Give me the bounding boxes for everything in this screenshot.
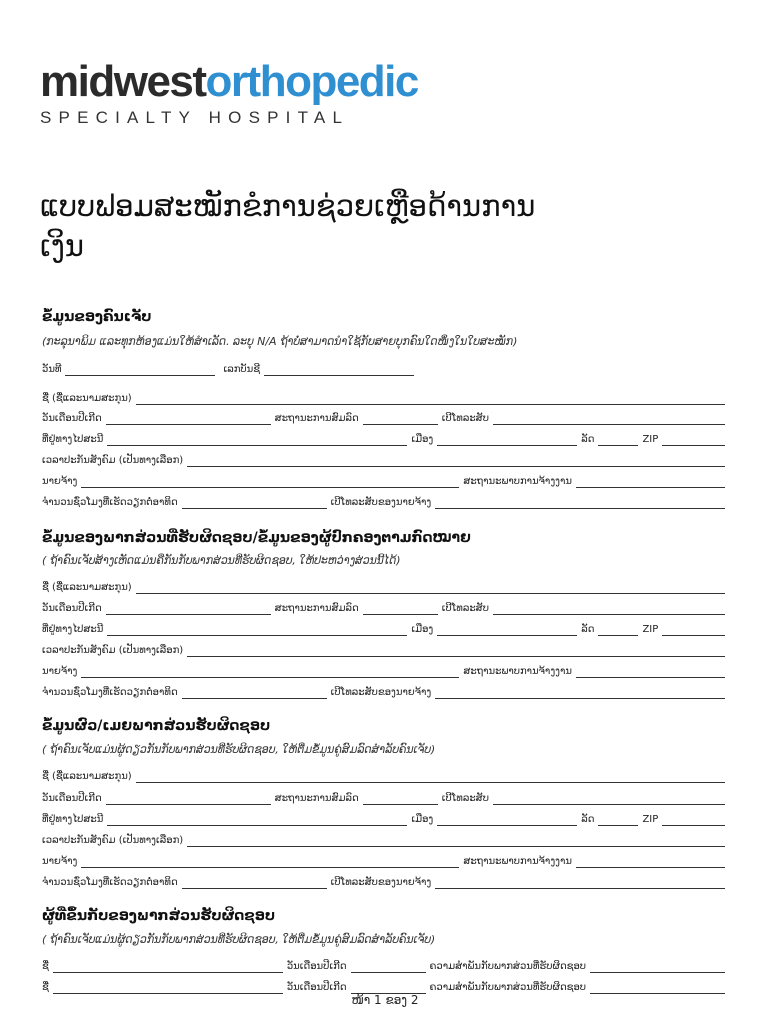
spouse-marital-field[interactable]	[363, 793, 438, 805]
spouse-employer-phone-field[interactable]	[435, 877, 725, 889]
responsible-employer-phone-field[interactable]	[435, 687, 725, 699]
spouse-address-field[interactable]	[107, 814, 407, 826]
patient-section-note: (ກະລຸນາພິມ ແລະທຸກຫ້ອງແມ່ນໃຫ້ສຳເລັດ. ລະບຸ N/A ຖ້າບໍ່ສາມາດນຳໃຊ້ກັບສາຍບຸກຄົນໃດໜຶ່ງໃນໃບສະໝັກ)	[42, 335, 518, 348]
spouse-insurance-row: ເວລາປະກັນສັງຄົມ (ເປັນທາງເລືອກ)	[42, 831, 725, 847]
spouse-insurance-field[interactable]	[187, 835, 725, 847]
spouse-phone-field[interactable]	[493, 793, 725, 805]
patient-address-row: ທີ່ຢູ່ທາງໄປສະນີ ເມືອງ ລັດ ZIP	[42, 430, 725, 446]
dependents-section-heading: ຜູ້ທີ່ຂຶ້ນກັບຂອງພາກສ່ວນຮັບຜິດຊອບ	[42, 908, 276, 924]
patient-date-row: ວັນທີ ເລກບັນຊີ	[42, 360, 725, 376]
dependent-row: ຊື່ ວັນເດືອນປີເກີດ ຄວາມສຳພັນກັບພາກສ່ວນທີ່ຮັບຜິດຊອບ	[42, 957, 725, 973]
spouse-name-row: ຊື່ (ຊື່ແລະນາມສະກຸນ)	[42, 767, 725, 783]
responsible-address-field[interactable]	[107, 624, 407, 636]
spouse-city-field[interactable]	[437, 814, 577, 826]
responsible-insurance-field[interactable]	[187, 645, 725, 657]
patient-employer-field[interactable]	[81, 476, 459, 488]
responsible-dob-field[interactable]	[106, 603, 271, 615]
logo-subtitle: SPECIALTY HOSPITAL	[40, 108, 350, 127]
page-number: ໜ້າ 1 ຂອງ 2	[351, 993, 419, 1007]
responsible-phone-field[interactable]	[493, 603, 725, 615]
spouse-hours-field[interactable]	[182, 877, 327, 889]
spouse-zip-field[interactable]	[662, 814, 725, 826]
patient-insurance-row: ເວລາປະກັນສັງຄົມ (ເປັນທາງເລືອກ)	[42, 451, 725, 467]
responsible-insurance-row: ເວລາປະກັນສັງຄົມ (ເປັນທາງເລືອກ)	[42, 641, 725, 657]
dependent-1-dob-field[interactable]	[351, 961, 426, 973]
account-number-field[interactable]	[264, 364, 414, 376]
responsible-employer-field[interactable]	[81, 666, 459, 678]
patient-hours-row: ຈຳນວນຊົ່ວໂມງທີ່ເຮັດວຽກຕໍ່ອາທິດ ເບີໂທລະສັບຂອງນາຍຈ້າງ	[42, 493, 725, 509]
responsible-name-row: ຊື່ (ຊື່ແລະນາມສະກຸນ)	[42, 578, 725, 594]
spouse-employment-status-field[interactable]	[576, 856, 725, 868]
responsible-dob-row: ວັນເດືອນປີເກີດ ສະຖານະການສົມລົດ ເບີໂທລະສັບ	[42, 599, 725, 615]
responsible-state-field[interactable]	[598, 624, 638, 636]
patient-phone-field[interactable]	[493, 413, 725, 425]
patient-zip-field[interactable]	[662, 434, 725, 446]
page-title: ແບບຟອມສະໝັກຂໍການຊ່ວຍເຫຼືອດ້ານການເງິນ	[40, 189, 536, 263]
spouse-dob-field[interactable]	[106, 793, 271, 805]
patient-section-heading: ຂໍ້ມູນຂອງຄົນເຈັບ	[42, 309, 152, 325]
responsible-section-heading: ຂໍ້ມູນຂອງພາກສ່ວນທີ່ຮັບຜິດຊອບ/ຂໍ້ມູນຂອງຜູ້ປົກຄອງຕາມກົດໝາຍ	[42, 530, 471, 546]
responsible-section-note: ( ຖ້າຄົນເຈັບສ້າງເຫັດແມ່ນຄືກັນກັບພາກສ່ວນທີ່ຮັບຜິດຊອບ, ໃຫ້ປະຫວ່າງສ່ວນນີ້ໄດ້)	[42, 554, 401, 567]
responsible-address-row: ທີ່ຢູ່ທາງໄປສະນີ ເມືອງ ລັດ ZIP	[42, 620, 725, 636]
patient-address-field[interactable]	[107, 434, 407, 446]
spouse-address-row: ທີ່ຢູ່ທາງໄປສະນີ ເມືອງ ລັດ ZIP	[42, 810, 725, 826]
patient-insurance-field[interactable]	[187, 455, 725, 467]
spouse-name-field[interactable]	[136, 771, 725, 783]
date-field[interactable]	[65, 364, 215, 376]
responsible-name-field[interactable]	[136, 582, 725, 594]
patient-hours-field[interactable]	[182, 497, 327, 509]
responsible-marital-field[interactable]	[363, 603, 438, 615]
spouse-hours-row: ຈຳນວນຊົ່ວໂມງທີ່ເຮັດວຽກຕໍ່ອາທິດ ເບີໂທລະສັບຂອງນາຍຈ້າງ	[42, 873, 725, 889]
responsible-employer-row: ນາຍຈ້າງ ສະຖານະພາບການຈ້າງງານ	[42, 662, 725, 678]
spouse-section-heading: ຂໍ້ມູນຜົວ/ເມຍພາກສ່ວນຮັບຜິດຊອບ	[42, 718, 271, 734]
spouse-section-note: ( ຖ້າຄົນເຈັບແມ່ນຜູ້ດຽວກັນກັບພາກສ່ວນທີ່ຮັບຜິດຊອບ, ໃຫ້ຕື່ມຂໍ້ມູນຄູ່ສົມລົດສຳລັບຄົນເຈັບ)	[42, 743, 436, 756]
patient-state-field[interactable]	[598, 434, 638, 446]
spouse-employer-field[interactable]	[81, 856, 459, 868]
responsible-city-field[interactable]	[437, 624, 577, 636]
spouse-state-field[interactable]	[598, 814, 638, 826]
patient-marital-field[interactable]	[363, 413, 438, 425]
patient-employment-status-field[interactable]	[576, 476, 725, 488]
responsible-employment-status-field[interactable]	[576, 666, 725, 678]
dependents-section-note: ( ຖ້າຄົນເຈັບແມ່ນຜູ້ດຽວກັນກັບພາກສ່ວນທີ່ຮັບຜິດຊອບ, ໃຫ້ຕື່ມຂໍ້ມູນຄູ່ສົມລົດສຳລັບຄົນເຈັບ)	[42, 933, 436, 946]
patient-dob-field[interactable]	[106, 413, 271, 425]
spouse-dob-row: ວັນເດືອນປີເກີດ ສະຖານະການສົມລົດ ເບີໂທລະສັບ	[42, 789, 725, 805]
responsible-hours-row: ຈຳນວນຊົ່ວໂມງທີ່ເຮັດວຽກຕໍ່ອາທິດ ເບີໂທລະສັບຂອງນາຍຈ້າງ	[42, 683, 725, 699]
responsible-hours-field[interactable]	[182, 687, 327, 699]
hospital-logo	[40, 58, 418, 128]
patient-city-field[interactable]	[437, 434, 577, 446]
dependent-1-relation-field[interactable]	[590, 961, 725, 973]
patient-employer-row: ນາຍຈ້າງ ສະຖານະພາບການຈ້າງງານ	[42, 472, 725, 488]
patient-employer-phone-field[interactable]	[435, 497, 725, 509]
dependent-row: ຊື່ ວັນເດືອນປີເກີດ ຄວາມສຳພັນກັບພາກສ່ວນທີ່ຮັບຜິດຊອບ	[42, 978, 725, 994]
responsible-zip-field[interactable]	[662, 624, 725, 636]
logo-wordmark: midwestorthopedic	[40, 57, 418, 106]
patient-dob-row: ວັນເດືອນປີເກີດ ສະຖານະການສົມລົດ ເບີໂທລະສັບ	[42, 409, 725, 425]
dependent-1-name-field[interactable]	[53, 961, 283, 973]
patient-name-row: ຊື່ (ຊື່ແລະນາມສະກຸນ)	[42, 389, 725, 405]
spouse-employer-row: ນາຍຈ້າງ ສະຖານະພາບການຈ້າງງານ	[42, 852, 725, 868]
patient-name-field[interactable]	[136, 393, 725, 405]
